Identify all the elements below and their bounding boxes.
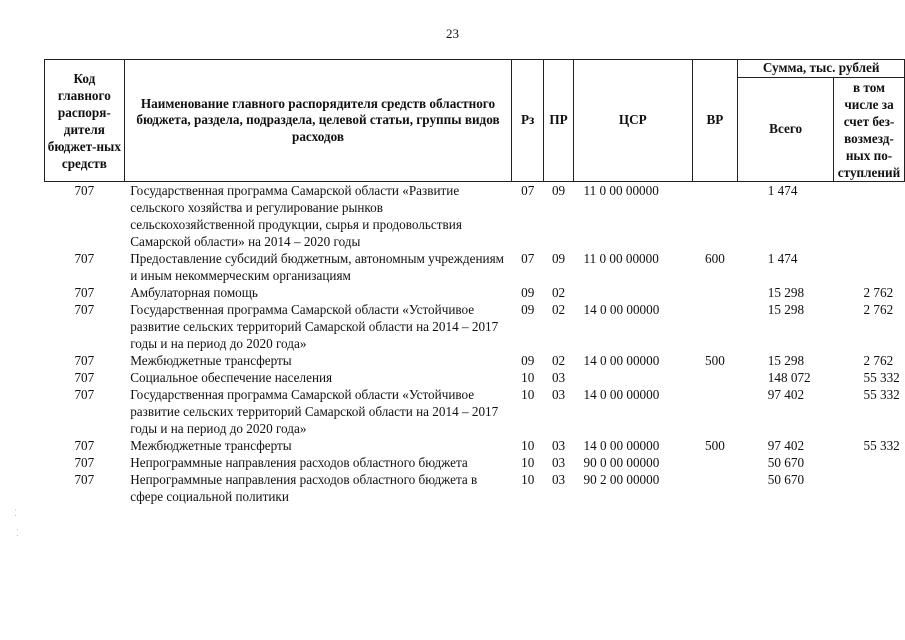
- cell-pr: 09: [551, 183, 566, 198]
- cell-vsego: 148 072: [767, 370, 811, 385]
- cell-vsego: 97 402: [767, 438, 805, 453]
- cell-rz: 09: [521, 285, 535, 300]
- header-vsego: Всего: [738, 78, 834, 182]
- cell-vr: [692, 386, 738, 437]
- cell-kod: 707: [74, 302, 95, 317]
- cell-bezv: 2 762: [863, 302, 894, 317]
- header-kod: Код главного распоря-дителя бюджет-ных средств: [45, 60, 125, 182]
- cell-kod: 707: [74, 285, 95, 300]
- cell-rz: 09: [521, 353, 535, 368]
- cell-vsego: 1 474: [767, 251, 798, 266]
- cell-csr: 14 0 00 00000: [583, 387, 660, 402]
- cell-vsego: 50 670: [767, 472, 805, 487]
- table-row: [45, 352, 905, 369]
- table-row: [45, 182, 905, 251]
- cell-vsego: 1 474: [767, 183, 798, 198]
- cell-vr: [692, 301, 738, 352]
- table-row: [45, 454, 905, 471]
- cell-kod: 707: [74, 183, 95, 198]
- cell-vr: 600: [705, 251, 725, 266]
- cell-csr: [574, 284, 693, 301]
- cell-name: Амбулаторная помощь: [130, 285, 258, 300]
- cell-rz: 10: [521, 472, 535, 487]
- cell-rz: 09: [521, 302, 535, 317]
- header-rz: Рз: [512, 60, 544, 182]
- cell-vsego: 15 298: [767, 353, 805, 368]
- cell-pr: 03: [551, 472, 566, 487]
- cell-kod: 707: [74, 472, 95, 487]
- cell-name: Непрограммные направления расходов областного бюджета в сфере социальной политики: [130, 472, 478, 504]
- scan-artifact: ⁚: [14, 508, 17, 518]
- cell-csr: [574, 369, 693, 386]
- cell-rz: 10: [521, 387, 535, 402]
- cell-vr: 500: [705, 438, 725, 453]
- cell-csr: 11 0 00 00000: [583, 183, 659, 198]
- cell-bezv: [834, 182, 905, 251]
- cell-csr: 14 0 00 00000: [583, 353, 660, 368]
- cell-bezv: 55 332: [863, 370, 900, 385]
- cell-name: Предоставление субсидий бюджетным, автономным учреждениям и иным некоммерческим организациям: [130, 251, 504, 283]
- cell-name: Межбюджетные трансферты: [130, 353, 292, 368]
- cell-name: Государственная программа Самарской области «Устойчивое развитие сельских территорий Самарской области на 2014 – 2017 годы и на период до 2020 года»: [130, 387, 499, 436]
- cell-rz: 10: [521, 438, 535, 453]
- cell-pr: 03: [551, 438, 566, 453]
- cell-pr: 02: [551, 285, 566, 300]
- cell-vsego: 15 298: [767, 285, 805, 300]
- cell-bezv: 55 332: [863, 438, 900, 453]
- table-header: [45, 60, 905, 182]
- header-bezv: в том числе за счет без-возмезд-ных по-ступлений: [834, 78, 905, 182]
- cell-csr: 14 0 00 00000: [583, 438, 660, 453]
- cell-rz: 07: [521, 183, 535, 198]
- cell-rz: 07: [521, 251, 535, 266]
- cell-pr: 02: [551, 302, 566, 317]
- table-row: [45, 301, 905, 352]
- cell-vr: [692, 471, 738, 505]
- cell-bezv: 2 762: [863, 285, 894, 300]
- cell-csr: 11 0 00 00000: [583, 251, 659, 266]
- cell-vr: 500: [705, 353, 725, 368]
- header-name: Наименование главного распорядителя средств областного бюджета, раздела, подраздела, целевой статьи, группы видов расходов: [124, 60, 512, 182]
- budget-table: [44, 59, 905, 505]
- cell-kod: 707: [74, 251, 95, 266]
- table-row: [45, 250, 905, 284]
- cell-pr: 03: [551, 455, 566, 470]
- cell-vr: [692, 182, 738, 251]
- cell-pr: 02: [551, 353, 566, 368]
- cell-vr: [692, 284, 738, 301]
- header-csr: ЦСР: [574, 60, 693, 182]
- table-row: [45, 437, 905, 454]
- scan-artifact: ⁚: [16, 528, 19, 538]
- cell-bezv: [834, 250, 905, 284]
- header-summa: Сумма, тыс. рублей: [738, 60, 905, 78]
- cell-name: Непрограммные направления расходов областного бюджета: [130, 455, 468, 470]
- table-row: [45, 369, 905, 386]
- cell-pr: 09: [551, 251, 566, 266]
- cell-kod: 707: [74, 438, 95, 453]
- table-row: [45, 471, 905, 505]
- cell-bezv: [834, 471, 905, 505]
- cell-name: Государственная программа Самарской области «Устойчивое развитие сельских территорий Самарской области на 2014 – 2017 годы и на период до 2020 года»: [130, 302, 499, 351]
- header-vr: ВР: [692, 60, 738, 182]
- cell-vsego: 50 670: [767, 455, 805, 470]
- cell-bezv: 2 762: [863, 353, 894, 368]
- cell-kod: 707: [74, 370, 95, 385]
- cell-name: Межбюджетные трансферты: [130, 438, 292, 453]
- table-row: [45, 386, 905, 437]
- cell-vsego: 97 402: [767, 387, 805, 402]
- cell-pr: 03: [551, 370, 566, 385]
- cell-vr: [692, 369, 738, 386]
- cell-kod: 707: [74, 387, 95, 402]
- cell-bezv: [834, 454, 905, 471]
- cell-pr: 03: [551, 387, 566, 402]
- cell-kod: 707: [74, 455, 95, 470]
- table-row: [45, 284, 905, 301]
- cell-vr: [692, 454, 738, 471]
- page-number: 23: [446, 26, 459, 41]
- cell-bezv: 55 332: [863, 387, 900, 402]
- cell-csr: 14 0 00 00000: [583, 302, 660, 317]
- header-pr: ПР: [544, 60, 574, 182]
- cell-csr: 90 2 00 00000: [583, 472, 660, 487]
- cell-rz: 10: [521, 370, 535, 385]
- cell-kod: 707: [74, 353, 95, 368]
- cell-csr: 90 0 00 00000: [583, 455, 660, 470]
- cell-name: Государственная программа Самарской области «Развитие сельского хозяйства и регулирование рынков сельскохозяйственной продукции, сырья и продовольствия Самарской области» на 2014 – 2020 годы: [130, 183, 462, 249]
- cell-name: Социальное обеспечение населения: [130, 370, 333, 385]
- cell-rz: 10: [521, 455, 535, 470]
- cell-vsego: 15 298: [767, 302, 805, 317]
